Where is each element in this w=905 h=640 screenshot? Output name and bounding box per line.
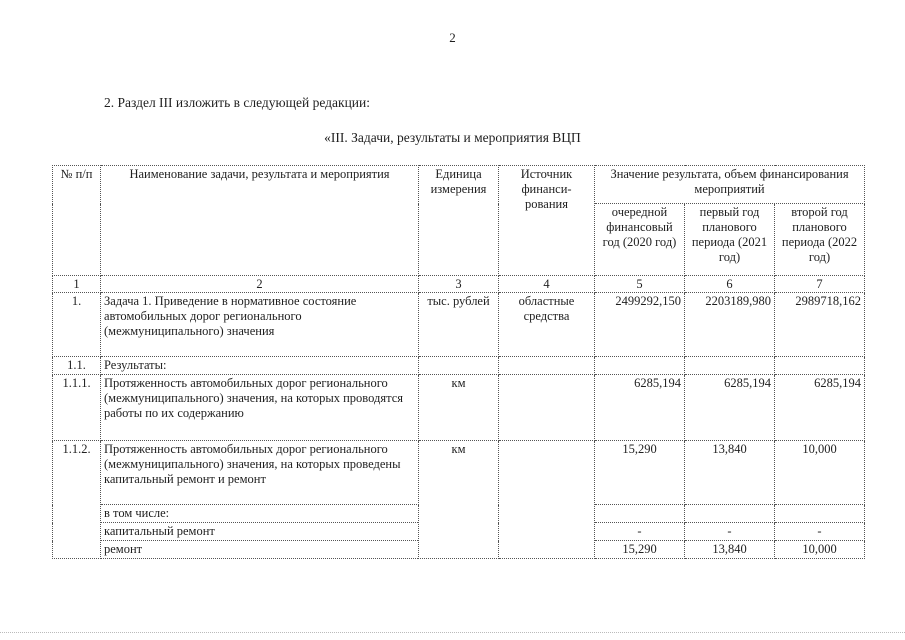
- header-year-2022: второй год планового периода (2022 год): [775, 204, 865, 276]
- row-value-2020: 15,290: [595, 441, 685, 505]
- page-number: 2: [449, 30, 456, 45]
- col-index: 5: [595, 276, 685, 293]
- row-unit: тыс. рублей: [419, 293, 499, 357]
- col-index: 3: [419, 276, 499, 293]
- col-index: 1: [53, 276, 101, 293]
- row-source: областные средства: [499, 293, 595, 357]
- sub-value-2021: 13,840: [685, 541, 775, 559]
- table-row: [53, 441, 865, 505]
- row-value-2020: 2499292,150: [595, 293, 685, 357]
- row-value-2020: 6285,194: [595, 375, 685, 441]
- row-value-2021: 6285,194: [685, 375, 775, 441]
- scan-edge: [0, 632, 905, 635]
- row-value-2021: 2203189,980: [685, 293, 775, 357]
- row-name: Задача 1. Приведение в нормативное состояние автомобильных дорог регионального (межмуниципального) значения: [101, 293, 419, 357]
- column-index-row: [53, 276, 865, 293]
- header-year-2020: очередной финансовый год (2020 год): [595, 204, 685, 276]
- col-index: 4: [499, 276, 595, 293]
- row-unit: км: [419, 441, 499, 559]
- sub-value-2020: -: [595, 523, 685, 541]
- col-index: 2: [101, 276, 419, 293]
- table-row: [53, 375, 865, 441]
- sub-value-2020: 15,290: [595, 541, 685, 559]
- row-name: Результаты:: [101, 357, 419, 375]
- row-num: 1.1.2.: [53, 441, 101, 559]
- col-index: 7: [775, 276, 865, 293]
- row-name: Протяженность автомобильных дорог регионального (межмуниципального) значения, на которых проведены капитальный ремонт и ремонт: [101, 441, 419, 505]
- header-num: № п/п: [53, 166, 101, 276]
- row-sub-repair: ремонт: [101, 541, 419, 559]
- row-num: 1.: [53, 293, 101, 357]
- header-unit: Единица измерения: [419, 166, 499, 276]
- row-value-2022: 6285,194: [775, 375, 865, 441]
- header-year-2021: первый год планового периода (2021 год): [685, 204, 775, 276]
- row-num: 1.1.: [53, 357, 101, 375]
- header-row: [53, 166, 865, 204]
- header-source: Источник финанси- рования: [499, 166, 595, 276]
- header-value-group: Значение результата, объем финансирования мероприятий: [595, 166, 865, 204]
- row-sub-capital-repair: капитальный ремонт: [101, 523, 419, 541]
- header-name: Наименование задачи, результата и мероприятия: [101, 166, 419, 276]
- row-name: Протяженность автомобильных дорог регионального (межмуниципального) значения, на которых проводятся работы по их содержанию: [101, 375, 419, 441]
- row-value-2022: 2989718,162: [775, 293, 865, 357]
- sub-value-2021: -: [685, 523, 775, 541]
- section-title: «III. Задачи, результаты и мероприятия ВЦП: [324, 130, 581, 145]
- section-instruction: 2. Раздел III изложить в следующей редакции:: [104, 95, 371, 110]
- row-sub-intro: в том числе:: [101, 505, 419, 523]
- row-num: 1.1.1.: [53, 375, 101, 441]
- sub-value-2022: -: [775, 523, 865, 541]
- col-index: 6: [685, 276, 775, 293]
- table-row: [53, 293, 865, 357]
- table-row: [53, 357, 865, 375]
- row-unit: км: [419, 375, 499, 441]
- row-value-2021: 13,840: [685, 441, 775, 505]
- sub-value-2022: 10,000: [775, 541, 865, 559]
- row-value-2022: 10,000: [775, 441, 865, 505]
- tasks-table: [52, 165, 865, 559]
